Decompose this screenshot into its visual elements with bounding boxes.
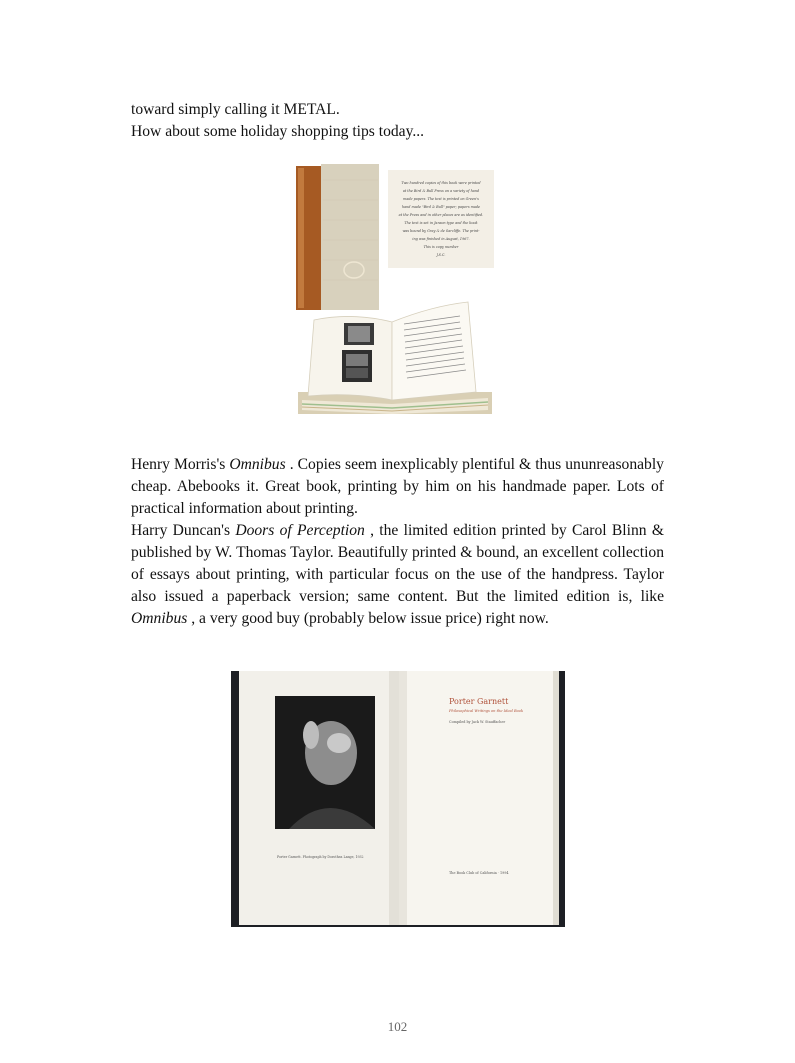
colophon-line: Two hundred copies of this book were printed <box>401 181 481 185</box>
book-title-omnibus-2: Omnibus <box>131 610 188 627</box>
photo-caption: Porter Garnett. Photograph by Dorothea Lange, 1932 <box>277 855 364 859</box>
intro-text <box>131 99 664 143</box>
book-title-omnibus: Omnibus <box>229 456 286 473</box>
intro-line-1: toward simply calling it METAL. <box>131 101 340 118</box>
book-title-text: Porter Garnett <box>449 697 509 706</box>
colophon-line: at the Press and in other places are as identified. <box>398 213 484 217</box>
colophon-line: hand made "Bird & Bull" paper; papers made <box>401 205 481 209</box>
book-publisher-text: The Book Club of California · 1994 <box>449 871 509 875</box>
para2-part3: , a very good buy (probably below issue price) right now. <box>191 610 549 627</box>
omnibus-paragraph-text <box>131 454 664 520</box>
book-subtitle-text: Philosophical Writings on the Ideal Book <box>449 709 524 713</box>
colophon-line: was bound by Gray & de Sarcliffe. The print- <box>402 229 480 233</box>
para2-part1: Harry Duncan's <box>131 522 231 539</box>
para1-before: Henry Morris's <box>131 456 226 473</box>
colophon-line: This is copy number <box>423 245 459 249</box>
para2-part2: , the limited edition printed by Carol Blinn & published by W. Thomas Taylor. Beautifully printed & bound, an excellent collection of essays about printing, with particular focus on the use of the handpress. Taylor also issued a paperback version; same content. But the limited edition is, like <box>131 522 664 605</box>
garnett-book-photo <box>229 667 567 929</box>
colophon-line: J.S.C. <box>436 253 446 257</box>
colophon-line: made papers. The text is printed on Green's <box>403 197 479 201</box>
book-compiled-text: Compiled by Jack W. Stauffacher <box>449 720 506 724</box>
doors-paragraph-text <box>131 520 664 630</box>
book-title-doors: Doors of Perception <box>235 522 365 539</box>
omnibus-book-photo <box>292 160 496 416</box>
intro-line-2: How about some holiday shopping tips today... <box>131 123 425 140</box>
omnibus-paragraph <box>131 454 664 630</box>
colophon-line: The text is set in Janson type and the book <box>404 221 478 225</box>
colophon-line: ing was finished in August, 1967. <box>412 237 470 241</box>
page-number: 102 <box>387 1019 408 1034</box>
colophon-line: at the Bird & Bull Press on a variety of hand <box>402 189 480 193</box>
para1-after: . Copies seem inexplicably plentiful & thus ununreasonably cheap. Abebooks it. Great book, printing by him on his handmade paper. Lots of practical information about printing. <box>131 456 664 517</box>
